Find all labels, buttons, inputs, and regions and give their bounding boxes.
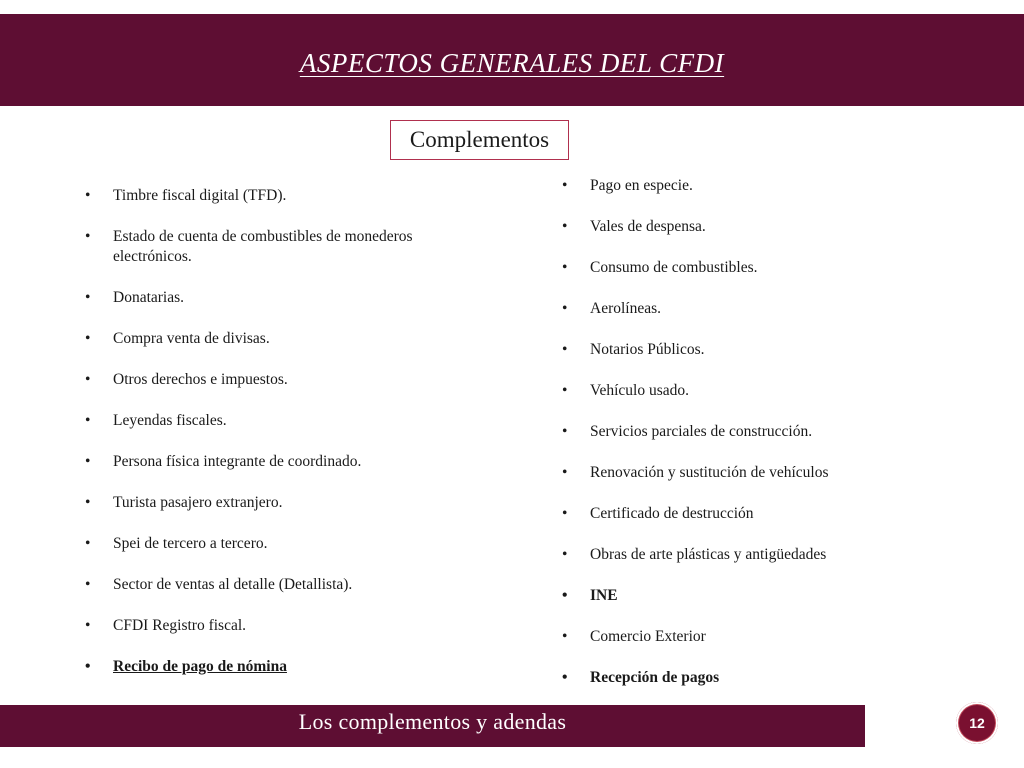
list-item <box>85 227 473 267</box>
list-item <box>85 370 473 390</box>
list-item-text: Compra venta de divisas. <box>113 330 270 347</box>
list-item <box>85 616 473 636</box>
bullet-icon: • <box>85 658 91 675</box>
list-item <box>562 299 890 319</box>
list-item-text: Comercio Exterior <box>590 628 706 645</box>
list-item-text: Otros derechos e impuestos. <box>113 371 288 388</box>
section-subtitle: Complementos <box>390 120 569 160</box>
list-item-text: Recepción de pagos <box>590 669 720 686</box>
bullet-icon: • <box>562 505 568 522</box>
slide-title: ASPECTOS GENERALES DEL CFDI <box>299 48 725 78</box>
list-item <box>562 381 890 401</box>
list-item <box>85 493 473 513</box>
bullet-icon: • <box>562 382 568 399</box>
bullet-icon: • <box>85 453 91 470</box>
list-item <box>562 463 890 483</box>
list-item <box>85 329 473 349</box>
list-item-text: Spei de tercero a tercero. <box>113 535 268 552</box>
bullet-icon: • <box>562 423 568 440</box>
list-item-text: Sector de ventas al detalle (Detallista). <box>113 576 353 593</box>
bullet-icon: • <box>85 535 91 552</box>
bullet-icon: • <box>85 371 91 388</box>
bullet-icon: • <box>562 628 568 645</box>
list-item-text: INE <box>590 587 618 604</box>
list-item <box>562 340 890 360</box>
list-item-text: Persona física integrante de coordinado. <box>113 453 362 470</box>
list-item <box>562 217 890 237</box>
footer-banner <box>0 705 865 747</box>
bullet-icon: • <box>562 464 568 481</box>
bullet-icon: • <box>562 546 568 563</box>
bullet-icon: • <box>562 259 568 276</box>
list-item <box>85 288 473 308</box>
list-item <box>85 411 473 431</box>
list-item <box>85 575 473 595</box>
list-item <box>562 258 890 278</box>
bullet-icon: • <box>85 289 91 306</box>
list-item-text: Notarios Públicos. <box>590 341 705 358</box>
list-item <box>562 422 890 442</box>
bullet-icon: • <box>85 494 91 511</box>
list-item <box>562 176 890 196</box>
list-item <box>85 534 473 554</box>
list-item-text: Leyendas fiscales. <box>113 412 227 429</box>
bullet-icon: • <box>562 669 568 686</box>
page-number-badge: 12 <box>956 702 998 744</box>
bullet-icon: • <box>85 412 91 429</box>
list-item <box>562 504 890 524</box>
bullet-icon: • <box>85 330 91 347</box>
list-item <box>562 668 890 688</box>
bullet-icon: • <box>85 617 91 634</box>
bullet-icon: • <box>85 187 91 204</box>
list-item-text: CFDI Registro fiscal. <box>113 617 247 634</box>
list-item-text: Renovación y sustitución de vehículos <box>590 464 829 481</box>
bullet-icon: • <box>562 587 568 604</box>
list-item-text: Certificado de destrucción <box>590 505 754 522</box>
bullet-icon: • <box>562 218 568 235</box>
bullet-icon: • <box>85 228 91 245</box>
list-item-text: Obras de arte plásticas y antigüedades <box>590 546 827 563</box>
list-item <box>85 186 473 206</box>
header-banner <box>0 14 1024 106</box>
bullet-icon: • <box>562 177 568 194</box>
bullet-icon: • <box>85 576 91 593</box>
list-item <box>85 657 473 677</box>
list-item-text: Pago en especie. <box>590 177 693 194</box>
list-item-text: Aerolíneas. <box>590 300 662 317</box>
list-item-text: Recibo de pago de nómina <box>113 658 287 675</box>
list-item-text: Donatarias. <box>113 289 185 306</box>
footer-text: Los complementos y adendas <box>298 709 567 734</box>
list-item-text: Servicios parciales de construcción. <box>590 423 813 440</box>
list-item-text: Consumo de combustibles. <box>590 259 758 276</box>
list-item-text: Timbre fiscal digital (TFD). <box>113 187 287 204</box>
list-item-text: Estado de cuenta de combustibles de monederos electrónicos. <box>113 228 413 265</box>
list-item-text: Vales de despensa. <box>590 218 706 235</box>
list-item-text: Vehículo usado. <box>590 382 690 399</box>
bullet-icon: • <box>562 341 568 358</box>
list-item <box>562 545 890 565</box>
list-item <box>562 627 890 647</box>
list-item <box>85 452 473 472</box>
list-item <box>562 586 890 606</box>
list-item-text: Turista pasajero extranjero. <box>113 494 283 511</box>
bullet-icon: • <box>562 300 568 317</box>
